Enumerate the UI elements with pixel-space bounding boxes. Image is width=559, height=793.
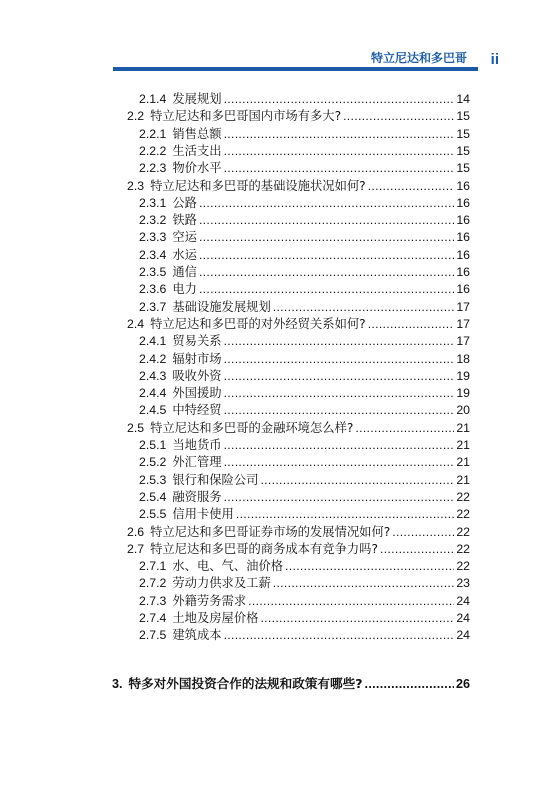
dot-leader: [224, 126, 455, 143]
toc-entry-page: 21: [456, 472, 470, 487]
dot-leader: [199, 247, 454, 264]
toc-entry-title: 电力: [172, 282, 197, 297]
toc-entry-page: 15: [456, 143, 470, 158]
toc-entry-title: 发展规划: [172, 92, 222, 106]
toc-entry-number: 2.4.5: [139, 403, 167, 418]
toc-entry-page: 19: [456, 386, 470, 401]
toc-entry-title: 特多对外国投资合作的法规和政策有哪些?: [128, 675, 363, 691]
toc-entry-page: 26: [455, 676, 470, 691]
toc-entry-number: 2.3.4: [139, 247, 167, 262]
toc-subsection-entry[interactable]: [139, 333, 470, 350]
dot-leader: [365, 676, 454, 693]
toc-entry-page: 21: [456, 420, 470, 435]
dot-leader: [199, 212, 454, 229]
dot-leader: [392, 524, 454, 541]
toc-section-entry[interactable]: [127, 524, 470, 541]
toc-entry-title: 特立尼达和多巴哥的基础设施状况如何?: [150, 178, 366, 193]
toc-subsection-entry[interactable]: [139, 91, 470, 108]
toc-entry-page: 24: [456, 593, 470, 608]
toc-entry-number: 2.2.1: [139, 126, 167, 141]
toc-entry-page: 19: [456, 368, 470, 383]
dot-leader: [285, 558, 454, 575]
toc-subsection-entry[interactable]: [139, 558, 470, 575]
toc-entry-number: 2.3: [127, 178, 145, 193]
toc-entry-page: 22: [456, 524, 470, 539]
toc-entry-page: 18: [456, 351, 470, 366]
toc-subsection-entry[interactable]: [139, 610, 470, 627]
dot-leader: [224, 160, 455, 177]
toc-entry-title: 银行和保险公司: [172, 472, 259, 487]
toc-entry-page: 16: [456, 282, 470, 297]
toc-entry-title: 贸易关系: [172, 334, 222, 349]
dot-leader: [368, 178, 455, 195]
toc-entry-number: 2.3.3: [139, 230, 167, 245]
toc-section-entry[interactable]: [127, 420, 470, 437]
dot-leader: [273, 299, 455, 316]
dot-leader: [273, 575, 455, 592]
toc-entry-page: 24: [456, 611, 470, 625]
toc-entry-number: 2.5.5: [139, 507, 167, 522]
dot-leader: [224, 385, 455, 402]
toc-subsection-entry[interactable]: [139, 506, 470, 523]
toc-entry-page: 21: [456, 455, 470, 470]
toc-entry-number: 2.7.1: [139, 559, 167, 574]
toc-entry-number: 2.4.1: [139, 334, 167, 349]
toc-entry-page: 21: [456, 438, 470, 452]
toc-entry-number: 2.1.4: [139, 92, 167, 106]
toc-entry-number: 2.5.3: [139, 472, 167, 487]
dot-leader: [248, 593, 454, 610]
dot-leader: [380, 541, 454, 558]
toc-entry-title: 劳动力供求及工薪: [172, 576, 271, 591]
toc-subsection-entry[interactable]: [139, 212, 470, 229]
toc-subsection-entry[interactable]: [139, 126, 470, 143]
page-number: ii: [490, 51, 499, 68]
toc-entry-number: 2.2: [127, 109, 145, 124]
toc-subsection-entry[interactable]: [139, 351, 470, 368]
toc-entry-title: 建筑成本: [172, 628, 222, 643]
dot-leader: [343, 108, 454, 125]
toc-subsection-entry[interactable]: [139, 593, 470, 610]
toc-subsection-entry[interactable]: [139, 575, 470, 592]
dot-leader: [199, 264, 454, 281]
dot-leader: [224, 454, 455, 471]
dot-leader: [224, 489, 455, 506]
toc-entry-number: 2.2.3: [139, 161, 167, 176]
toc-entry-page: 14: [456, 92, 470, 106]
toc-entry-page: 16: [456, 195, 470, 210]
toc-entry-title: 特立尼达和多巴哥的对外经贸关系如何?: [150, 316, 366, 331]
toc-entry-number: 2.3.1: [139, 195, 167, 210]
dot-leader: [224, 402, 455, 419]
toc-subsection-entry[interactable]: [139, 489, 470, 506]
toc-entry-title: 融资服务: [172, 489, 222, 504]
dot-leader: [224, 351, 455, 368]
toc-entry-number: 2.7.3: [139, 593, 167, 608]
toc-entry-title: 空运: [172, 230, 197, 245]
toc-entry-title: 特立尼达和多巴哥证券市场的发展情况如何?: [150, 524, 391, 539]
toc-section-entry[interactable]: [127, 541, 470, 558]
toc-entry-number: 2.4: [127, 316, 145, 331]
toc-entry-title: 物价水平: [172, 161, 222, 176]
dot-leader: [224, 368, 455, 385]
toc-entry-page: 20: [456, 403, 470, 418]
toc-entry-title: 水运: [172, 247, 197, 262]
toc-subsection-entry[interactable]: [139, 472, 470, 489]
toc-entry-title: 生活支出: [172, 143, 222, 158]
toc-entry-number: 2.7: [127, 541, 145, 556]
toc-subsection-entry[interactable]: [139, 299, 470, 316]
toc-entry-title: 公路: [172, 195, 197, 210]
toc-entry-number: 2.3.2: [139, 213, 167, 228]
toc-entry-page: 15: [456, 109, 470, 124]
toc-entry-number: 2.5.1: [139, 438, 167, 452]
toc-entry-title: 通信: [172, 265, 197, 279]
toc-entry-number: 3.: [112, 676, 123, 691]
toc-entry-title: 土地及房屋价格: [172, 611, 259, 625]
toc-subsection-entry[interactable]: [139, 281, 470, 298]
toc-subsection-entry[interactable]: [139, 264, 470, 281]
toc-entry-title: 中特经贸: [172, 403, 222, 418]
toc-entry-page: 23: [456, 576, 470, 591]
toc-entry-title: 水、电、气、油价格: [172, 559, 284, 574]
toc-section-entry[interactable]: [127, 108, 470, 125]
dot-leader: [355, 420, 454, 437]
running-header-title: 特立尼达和多巴哥: [370, 51, 467, 65]
toc-entry-page: 16: [456, 213, 470, 228]
header-rule: [113, 67, 478, 71]
toc-entry-title: 信用卡使用: [172, 507, 234, 522]
toc-entry-title: 基础设施发展规划: [172, 299, 271, 314]
dot-leader: [199, 195, 454, 212]
dot-leader: [199, 281, 454, 298]
toc-entry-number: 2.7.4: [139, 611, 167, 625]
dot-leader: [199, 229, 454, 246]
toc-entry-page: 16: [456, 247, 470, 262]
dot-leader: [224, 91, 455, 108]
toc-entry-title: 销售总额: [172, 126, 222, 141]
toc-entry-number: 2.4.2: [139, 351, 167, 366]
toc-subsection-entry[interactable]: [139, 627, 470, 644]
toc-entry-title: 辐射市场: [172, 351, 222, 366]
toc-entry-page: 22: [456, 507, 470, 522]
toc-subsection-entry[interactable]: [139, 195, 470, 212]
toc-subsection-entry[interactable]: [139, 454, 470, 471]
toc-entry-page: 17: [456, 299, 470, 314]
dot-leader: [224, 143, 455, 160]
toc-section-entry[interactable]: [127, 178, 470, 195]
toc-subsection-entry[interactable]: [139, 368, 470, 385]
toc-entry-title: 特立尼达和多巴哥国内市场有多大?: [150, 109, 342, 124]
toc-entry-page: 16: [456, 265, 470, 279]
toc-entry-number: 2.4.3: [139, 368, 167, 383]
toc-entry-page: 16: [456, 178, 470, 193]
toc-entry-page: 17: [456, 316, 470, 331]
dot-leader: [224, 333, 455, 350]
toc-entry-title: 特立尼达和多巴哥的商务成本有竞争力吗?: [150, 541, 378, 556]
toc-entry-title: 外国援助: [172, 386, 222, 401]
toc-entry-page: 22: [456, 559, 470, 574]
toc-entry-number: 2.3.6: [139, 282, 167, 297]
toc-entry-title: 特立尼达和多巴哥的金融环境怎么样?: [150, 420, 354, 435]
dot-leader: [236, 506, 454, 523]
toc-entry-number: 2.5.4: [139, 489, 167, 504]
toc-entry-number: 2.5: [127, 420, 145, 435]
toc-entry-number: 2.5.2: [139, 455, 167, 470]
toc-chapter-entry[interactable]: [112, 675, 470, 692]
dot-leader: [224, 437, 455, 454]
toc-entry-page: 15: [456, 126, 470, 141]
toc-entry-title: 铁路: [172, 213, 197, 228]
toc-entry-title: 外汇管理: [172, 455, 222, 470]
dot-leader: [224, 627, 455, 644]
toc-subsection-entry[interactable]: [139, 437, 470, 454]
toc-entry-number: 2.7.5: [139, 628, 167, 643]
toc-entry-number: 2.6: [127, 524, 145, 539]
toc-entry-page: 16: [456, 230, 470, 245]
toc-section-entry[interactable]: [127, 316, 470, 333]
toc-entry-number: 2.2.2: [139, 143, 167, 158]
toc-entry-page: 22: [456, 541, 470, 556]
toc-subsection-entry[interactable]: [139, 385, 470, 402]
toc-entry-page: 22: [456, 489, 470, 504]
toc-entry-page: 24: [456, 628, 470, 643]
toc-subsection-entry[interactable]: [139, 229, 470, 246]
toc-entry-page: 15: [456, 161, 470, 176]
toc-subsection-entry[interactable]: [139, 143, 470, 160]
toc-subsection-entry[interactable]: [139, 247, 470, 264]
toc-entry-title: 当地货币: [172, 438, 222, 452]
toc-entry-number: 2.3.5: [139, 265, 167, 279]
dot-leader: [368, 316, 455, 333]
toc-entry-title: 吸收外资: [172, 368, 222, 383]
dot-leader: [260, 610, 454, 627]
toc-subsection-entry[interactable]: [139, 402, 470, 419]
toc-entry-title: 外籍劳务需求: [172, 593, 247, 608]
toc-entry-page: 17: [456, 334, 470, 349]
toc-entry-number: 2.4.4: [139, 386, 167, 401]
dot-leader: [260, 472, 454, 489]
toc-entry-number: 2.7.2: [139, 576, 167, 591]
toc-subsection-entry[interactable]: [139, 160, 470, 177]
toc-entry-number: 2.3.7: [139, 299, 167, 314]
